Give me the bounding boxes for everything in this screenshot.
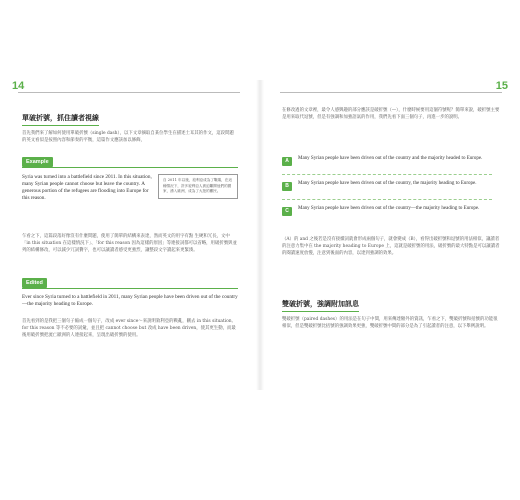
option-divider	[282, 174, 492, 175]
edited-text: Ever since Syria turned to a battlefield in 2011, many Syrian people have been driven out of the country—the majority heading to Europe.	[22, 294, 238, 307]
explanation-paragraph: （A）的 and 之後若是沒有接續詞就會形成兩個句子，就會變成（B），看得出破折號和逗號的用法相似，讓讀者的注意力集中在 the majority heading to Europe 上，這就是破折號的用法，破折號的最大特點是可以讓讀者的閱讀速度放慢，注意到後面的內容，以達到強調的效果。	[282, 237, 500, 256]
closing-paragraph: 首先看到的是我把三個句子縮成一個句子，改成 ever since～來說明敘利亞的戰亂，刪去 in this situation, for this reason 等不必要的詞彙，並且把 cannot choose but 改成 have been driven，使其更生動，而最後用破折號把流亡歐洲的人連接起來，呈現出破折號的使用。	[22, 319, 236, 338]
page-number-left: 14	[12, 80, 25, 92]
option-c-badge: C	[282, 207, 292, 216]
edited-tag: Edited	[22, 278, 47, 288]
translation-note: 自 2011 年以後，敘利亞成為了戰場，在這種情況下，許多敘利亞人被迫離開他們的國家，湧入歐洲，成為了大批的難民。	[158, 174, 238, 199]
page-number-right: 15	[495, 80, 508, 92]
option-divider	[282, 199, 492, 200]
right-page	[262, 50, 520, 400]
intro-paragraph-right: 在修改過的文章裡，最令人感興趣的部分應該是破折號（—），什麼時候要用這個符號呢？簡單來說，破折號主要是用來取代逗號，但是有強調和加強語氣的作用，我們先看下面三個句子，再進一步的說明。	[282, 108, 500, 120]
option-a-text: Many Syrian people have been driven out of the country and the majority headed to Europe.	[298, 156, 483, 161]
analysis-paragraph: 乍看之下，這篇段落好像沒有什麼問題，使用了簡單的結構來表達，然而英文的用字有點 生硬和冗長，文中「in this situation 在這樣情況下」、「for this reason 因為這樣的原因」等連接詞都可以省略，用破折號與並列的結構修改，可以減少冗詞贅字，也可以讓讀者感受更強烈，讓整段文字讀起來更緊湊。	[22, 234, 237, 253]
example-tag: Example	[22, 157, 53, 167]
book-spread	[0, 50, 520, 400]
option-b-text: Many Syrian people have been driven out of the country, the majority heading to Europe.	[298, 181, 477, 186]
section-title-paired-dashes: 雙破折號，強調附加訊息	[282, 300, 359, 308]
header-rule	[280, 92, 502, 93]
edited-rule	[22, 288, 238, 289]
intro-paragraph: 首先我們來了解如何使用單破折號（single dash），以下文章摘取自某位學生在描述土耳其的作文，這段問題的英文看似是按照內容和節奏的平衡，這篇作文應該加以修飾，	[22, 131, 234, 143]
section-title-single-dash: 單破折號，抓住讀者視線	[22, 114, 99, 122]
example-text: Syria was turned into a battlefield since 2011. In this situation, many Syrian people cannot choose but leave the country. A generous portion of the refugees are flooding into Europe for this reason.	[22, 174, 152, 201]
left-page	[0, 50, 258, 400]
option-a-badge: A	[282, 157, 292, 166]
paired-dashes-paragraph: 雙破折號（paired dashes）的用法是在句子中間，用來傳達額外的資訊，乍看之下，雙破折號和括號的功能很相似，但是雙破折號比括號的強調效果更強，雙破折號中間的部分是為了引起讀者的注意，以下舉例說明。	[282, 317, 498, 329]
example-rule	[22, 167, 238, 168]
header-rule	[18, 92, 240, 93]
option-c-text: Many Syrian people have been driven out of the country—the majority heading to Europe.	[298, 206, 480, 211]
option-b-badge: B	[282, 182, 292, 191]
